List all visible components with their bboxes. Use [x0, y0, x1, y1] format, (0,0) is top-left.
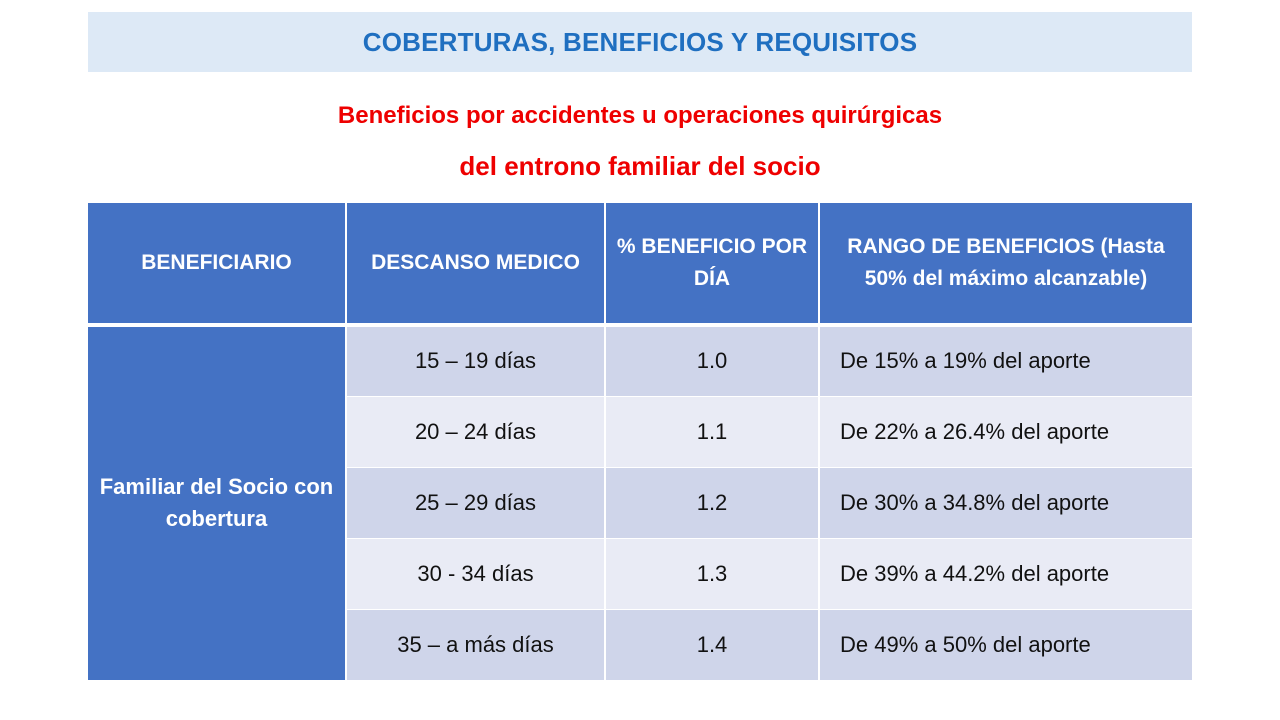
beneficio-cell: 1.3	[605, 538, 819, 609]
table-header-row	[88, 203, 1192, 325]
beneficiary-cell: Familiar del Socio con cobertura	[88, 325, 346, 680]
column-header-rango-beneficios: RANGO DE BENEFICIOS (Hasta 50% del máximo alcanzable)	[819, 203, 1192, 325]
benefits-table	[88, 203, 1192, 681]
descanso-cell: 15 – 19 días	[346, 325, 605, 396]
descanso-cell: 25 – 29 días	[346, 467, 605, 538]
subtitle-line-1: Beneficios por accidentes u operaciones quirúrgicas	[337, 102, 943, 129]
column-header-beneficiario: BENEFICIARIO	[88, 203, 346, 325]
table-row	[88, 325, 1192, 396]
page-title: COBERTURAS, BENEFICIOS Y REQUISITOS	[362, 26, 918, 57]
rango-cell: De 39% a 44.2% del aporte	[819, 538, 1192, 609]
beneficio-cell: 1.4	[605, 609, 819, 680]
rango-cell: De 22% a 26.4% del aporte	[819, 396, 1192, 467]
descanso-cell: 20 – 24 días	[346, 396, 605, 467]
subtitle-line-2: del entrono familiar del socio	[459, 151, 821, 181]
title-banner	[88, 12, 1192, 72]
column-header-descanso-medico: DESCANSO MEDICO	[346, 203, 605, 325]
rango-cell: De 49% a 50% del aporte	[819, 609, 1192, 680]
beneficio-cell: 1.0	[605, 325, 819, 396]
rango-cell: De 15% a 19% del aporte	[819, 325, 1192, 396]
beneficio-cell: 1.1	[605, 396, 819, 467]
descanso-cell: 30 - 34 días	[346, 538, 605, 609]
descanso-cell: 35 – a más días	[346, 609, 605, 680]
rango-cell: De 30% a 34.8% del aporte	[819, 467, 1192, 538]
beneficio-cell: 1.2	[605, 467, 819, 538]
column-header-beneficio-por-dia: % BENEFICIO POR DÍA	[605, 203, 819, 325]
